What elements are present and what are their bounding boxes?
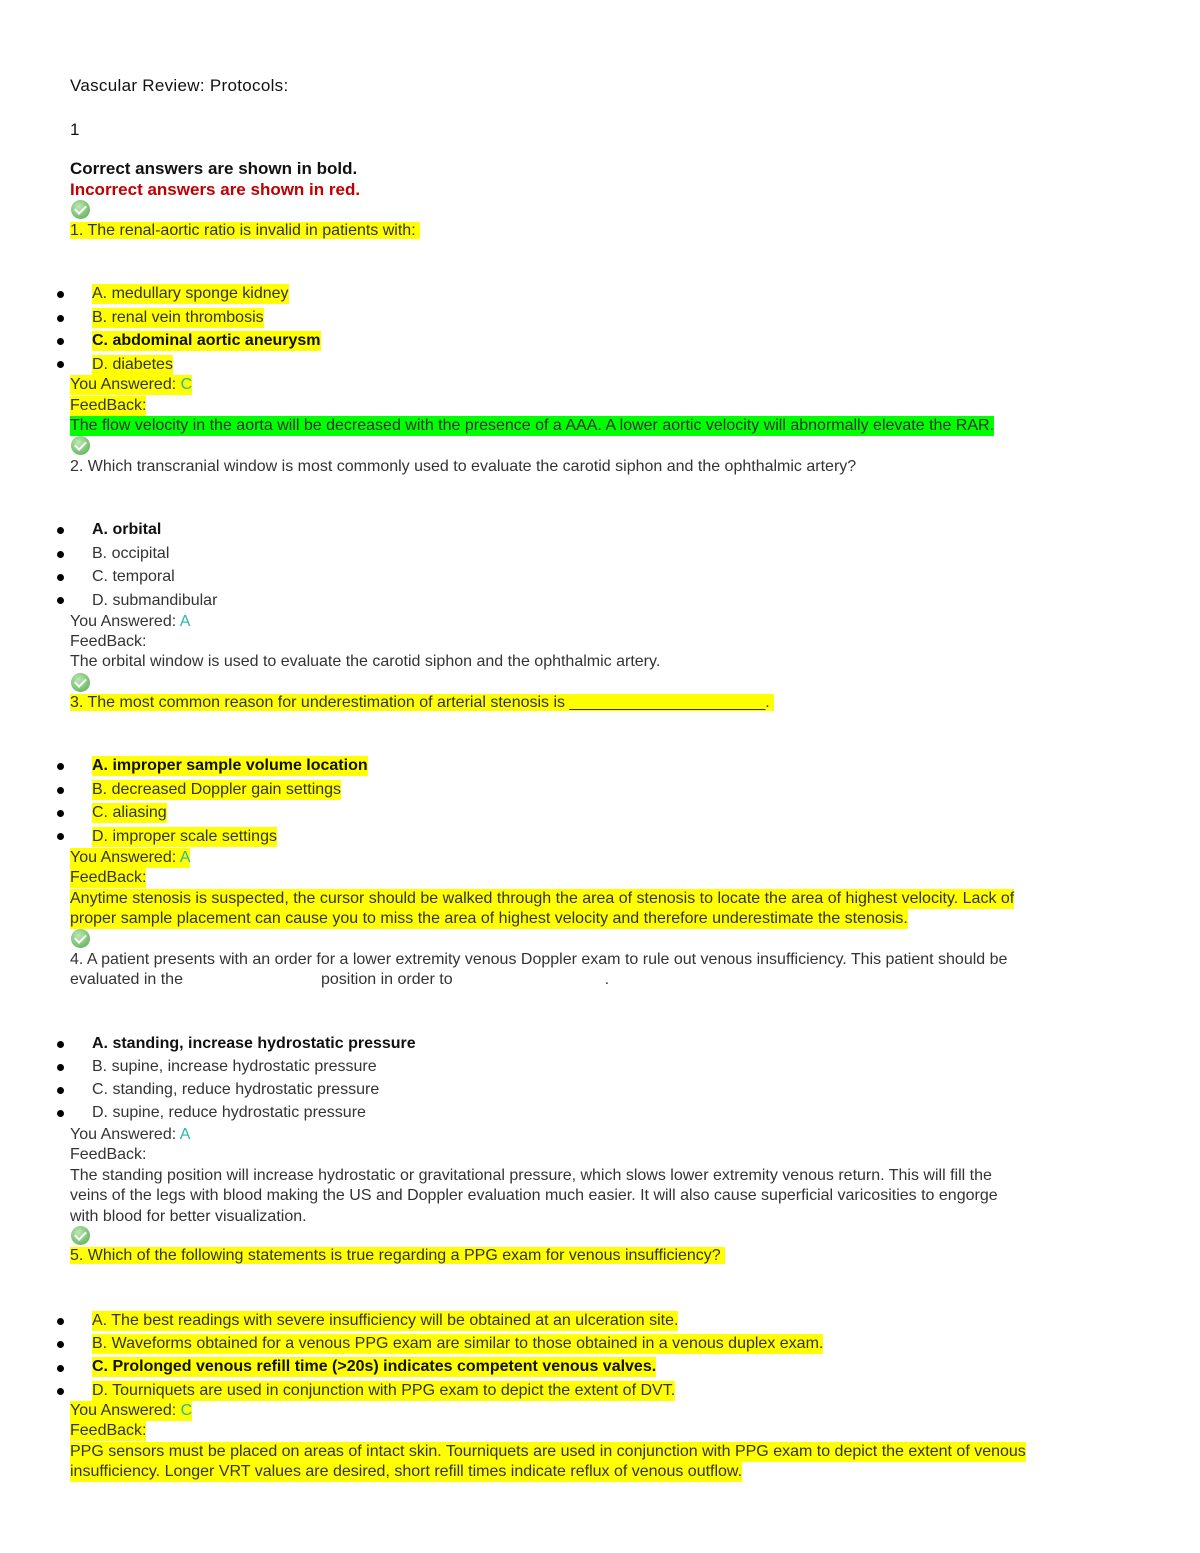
q2-answer-value: A (179, 613, 191, 630)
question-3-text: 3. The most common reason for underestimation of arterial stenosis is ______________________. (70, 694, 770, 711)
question-1 (70, 221, 420, 241)
q2-option-d: D. submandibular (92, 592, 218, 609)
q5-feedback-line-2: insufficiency. Longer VRT values are desired, short refill times indicate reflux of venous outflow. (70, 1463, 743, 1480)
bullet-icon (57, 810, 64, 817)
q5-answer-value: C (180, 1402, 193, 1419)
correct-check-icon (71, 929, 90, 948)
bullet-icon (57, 1087, 64, 1094)
q3-feedback-line-2: proper sample placement can cause you to miss the area of highest velocity and therefore underestimate the stenosis. (70, 910, 908, 927)
bullet-icon (57, 787, 64, 794)
q1-option-d: D. diabetes (92, 356, 173, 373)
bullet-icon (57, 1041, 64, 1048)
you-answered-label: You Answered: (70, 849, 177, 866)
q3-you-answered (70, 848, 190, 868)
correct-check-icon (71, 200, 90, 219)
q1-answer-value: C (180, 376, 193, 393)
bullet-icon (57, 574, 64, 581)
q2-option-b: B. occipital (92, 545, 170, 562)
correct-check-icon (71, 1226, 90, 1245)
q4-option-b: B. supine, increase hydrostatic pressure (92, 1058, 377, 1075)
correct-check-icon (71, 436, 90, 455)
bullet-icon (57, 1365, 64, 1372)
bullet-icon (57, 291, 64, 298)
page-number: 1 (70, 120, 80, 139)
q5-option-c: C. Prolonged venous refill time (>20s) indicates competent venous valves. (92, 1358, 657, 1375)
bullet-icon (57, 1318, 64, 1325)
bullet-icon (57, 1064, 64, 1071)
question-5 (70, 1246, 725, 1266)
bullet-icon (57, 527, 64, 534)
q2-feedback-text: The orbital window is used to evaluate the carotid siphon and the ophthalmic artery. (70, 653, 661, 670)
q4-you-answered (70, 1125, 190, 1145)
q4-feedback-line-1: The standing position will increase hydrostatic or gravitational pressure, which slows lower extremity venous return. This will fill the (70, 1167, 992, 1184)
q5-feedback-line-1: PPG sensors must be placed on areas of intact skin. Tourniquets are used in conjunction with PPG exam to depict the extent of venous (70, 1443, 1026, 1460)
question-4-line-2 (70, 970, 609, 990)
q5-option-d: D. Tourniquets are used in conjunction with PPG exam to depict the extent of DVT. (92, 1382, 676, 1399)
q5-feedback-label: FeedBack: (70, 1422, 147, 1439)
q1-you-answered (70, 375, 192, 395)
bullet-icon (57, 551, 64, 558)
question-5-text: 5. Which of the following statements is true regarding a PPG exam for venous insufficiency? (70, 1247, 721, 1264)
q1-feedback-label: FeedBack: (70, 397, 147, 414)
question-4-part-c: . (604, 971, 610, 988)
question-4-part-a: evaluated in the (70, 971, 183, 988)
bullet-icon (57, 597, 64, 604)
q3-feedback-label: FeedBack: (70, 869, 147, 886)
q3-feedback-line-1: Anytime stenosis is suspected, the cursor should be walked through the area of stenosis to locate the area of highest velocity. Lack of (70, 890, 1015, 907)
legend-incorrect-note: Incorrect answers are shown in red. (70, 180, 361, 199)
bullet-icon (57, 833, 64, 840)
q1-option-b: B. renal vein thrombosis (92, 309, 264, 326)
question-2: 2. Which transcranial window is most commonly used to evaluate the carotid siphon and the ophthalmic artery? (70, 458, 857, 475)
q4-option-c: C. standing, reduce hydrostatic pressure (92, 1081, 380, 1098)
q4-option-d: D. supine, reduce hydrostatic pressure (92, 1104, 366, 1121)
bullet-icon (57, 338, 64, 345)
question-4-line-1: 4. A patient presents with an order for a lower extremity venous Doppler exam to rule out venous insufficiency. This patient should be (70, 951, 1008, 968)
you-answered-label: You Answered: (70, 1126, 177, 1143)
q4-answer-value: A (179, 1126, 191, 1143)
q1-option-c: C. abdominal aortic aneurysm (92, 332, 321, 349)
correct-check-icon (71, 673, 90, 692)
q5-option-b: B. Waveforms obtained for a venous PPG exam are similar to those obtained in a venous duplex exam. (92, 1335, 824, 1352)
q4-feedback-line-3: with blood for better visualization. (70, 1208, 307, 1225)
q4-feedback-line-2: veins of the legs with blood making the US and Doppler evaluation much easier. It will also cause superficial varicosities to engorge (70, 1187, 998, 1204)
q3-option-c: C. aliasing (92, 804, 167, 821)
legend-correct-note: Correct answers are shown in bold. (70, 159, 358, 178)
bullet-icon (57, 1110, 64, 1117)
question-3 (70, 693, 774, 713)
q5-option-a: A. The best readings with severe insufficiency will be obtained at an ulceration site. (92, 1312, 679, 1329)
page-title: Vascular Review: Protocols: (70, 76, 289, 95)
q4-option-a: A. standing, increase hydrostatic pressure (92, 1035, 416, 1052)
q1-option-a: A. medullary sponge kidney (92, 285, 289, 302)
bullet-icon (57, 361, 64, 368)
bullet-icon (57, 1341, 64, 1348)
q2-option-c: C. temporal (92, 568, 175, 585)
bullet-icon (57, 1388, 64, 1395)
bullet-icon (57, 315, 64, 322)
q3-answer-value: A (179, 849, 191, 866)
you-answered-label: You Answered: (70, 376, 177, 393)
q2-option-a: A. orbital (92, 521, 162, 538)
q3-option-a: A. improper sample volume location (92, 757, 368, 774)
q3-option-d: D. improper scale settings (92, 828, 277, 845)
you-answered-label: You Answered: (70, 613, 177, 630)
you-answered-label: You Answered: (70, 1402, 177, 1419)
q1-feedback-text: The flow velocity in the aorta will be decreased with the presence of a AAA. A lower aortic velocity will abnormally elevate the RAR. (70, 417, 995, 434)
q2-you-answered (70, 612, 190, 632)
q5-you-answered (70, 1401, 192, 1421)
bullet-icon (57, 763, 64, 770)
question-1-text: 1. The renal-aortic ratio is invalid in patients with: (70, 222, 416, 239)
q2-feedback-label: FeedBack: (70, 633, 147, 650)
q4-feedback-label: FeedBack: (70, 1146, 147, 1163)
question-4-part-b: position in order to (320, 971, 453, 988)
q3-option-b: B. decreased Doppler gain settings (92, 781, 342, 798)
